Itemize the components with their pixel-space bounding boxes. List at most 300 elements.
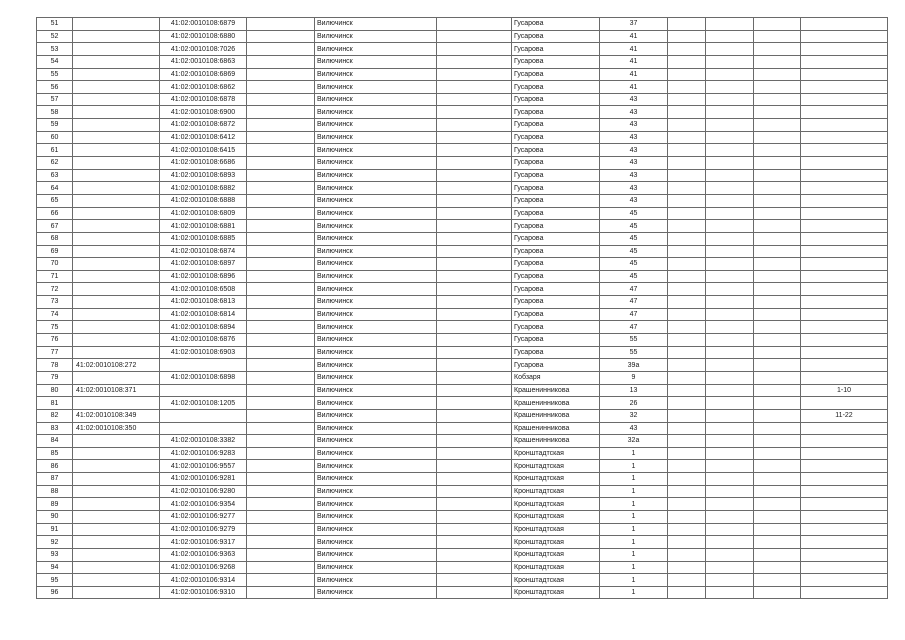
house-number-cell: 43 (600, 194, 668, 207)
table-row (37, 169, 888, 182)
empty-cell (668, 55, 706, 68)
city-cell: Вилючинск (315, 220, 437, 233)
apartment-range-cell (801, 119, 888, 132)
empty-cell (754, 43, 801, 56)
apartment-range-cell (801, 586, 888, 599)
table-row (37, 447, 888, 460)
land-cadastral-cell (73, 93, 160, 106)
empty-cell (437, 283, 512, 296)
empty-cell (247, 523, 315, 536)
land-cadastral-cell: 41:02:0010108:350 (73, 422, 160, 435)
apartment-range-cell (801, 296, 888, 309)
street-cell: Гусарова (512, 68, 600, 81)
street-cell: Гусарова (512, 296, 600, 309)
empty-cell (754, 258, 801, 271)
row-number-cell: 70 (37, 258, 73, 271)
empty-cell (754, 346, 801, 359)
empty-cell (247, 169, 315, 182)
empty-cell (437, 523, 512, 536)
row-number-cell: 77 (37, 346, 73, 359)
empty-cell (754, 561, 801, 574)
city-cell: Вилючинск (315, 561, 437, 574)
empty-cell (754, 182, 801, 195)
empty-cell (247, 321, 315, 334)
empty-cell (754, 207, 801, 220)
empty-cell (754, 157, 801, 170)
house-number-cell: 45 (600, 258, 668, 271)
house-number-cell: 13 (600, 384, 668, 397)
house-number-cell: 9 (600, 371, 668, 384)
row-number-cell: 60 (37, 131, 73, 144)
city-cell: Вилючинск (315, 207, 437, 220)
empty-cell (754, 144, 801, 157)
empty-cell (247, 574, 315, 587)
empty-cell (247, 296, 315, 309)
empty-cell (437, 232, 512, 245)
street-cell: Гусарова (512, 93, 600, 106)
table-row (37, 422, 888, 435)
empty-cell (247, 548, 315, 561)
empty-cell (668, 447, 706, 460)
empty-cell (247, 258, 315, 271)
empty-cell (247, 447, 315, 460)
building-cadastral-cell: 41:02:0010108:6903 (160, 346, 247, 359)
empty-cell (437, 106, 512, 119)
street-cell: Гусарова (512, 245, 600, 258)
house-number-cell: 39а (600, 359, 668, 372)
row-number-cell: 63 (37, 169, 73, 182)
empty-cell (754, 397, 801, 410)
apartment-range-cell (801, 346, 888, 359)
apartment-range-cell (801, 182, 888, 195)
empty-cell (754, 384, 801, 397)
land-cadastral-cell (73, 447, 160, 460)
empty-cell (437, 68, 512, 81)
street-cell: Гусарова (512, 283, 600, 296)
city-cell: Вилючинск (315, 473, 437, 486)
empty-cell (437, 43, 512, 56)
table-row (37, 283, 888, 296)
house-number-cell: 43 (600, 144, 668, 157)
building-cadastral-cell: 41:02:0010108:6885 (160, 232, 247, 245)
building-cadastral-cell: 41:02:0010108:6879 (160, 18, 247, 31)
building-cadastral-cell: 41:02:0010108:6896 (160, 270, 247, 283)
table-row (37, 397, 888, 410)
table-row (37, 308, 888, 321)
table-row (37, 409, 888, 422)
empty-cell (437, 194, 512, 207)
empty-cell (754, 55, 801, 68)
apartment-range-cell (801, 106, 888, 119)
row-number-cell: 93 (37, 548, 73, 561)
table-row (37, 43, 888, 56)
empty-cell (706, 460, 754, 473)
empty-cell (706, 144, 754, 157)
land-cadastral-cell (73, 68, 160, 81)
empty-cell (706, 409, 754, 422)
land-cadastral-cell (73, 131, 160, 144)
empty-cell (247, 371, 315, 384)
table-row (37, 258, 888, 271)
row-number-cell: 64 (37, 182, 73, 195)
empty-cell (437, 81, 512, 94)
city-cell: Вилючинск (315, 131, 437, 144)
empty-cell (247, 397, 315, 410)
empty-cell (668, 194, 706, 207)
land-cadastral-cell (73, 144, 160, 157)
house-number-cell: 43 (600, 119, 668, 132)
table-row (37, 157, 888, 170)
row-number-cell: 73 (37, 296, 73, 309)
house-number-cell: 55 (600, 334, 668, 347)
empty-cell (247, 55, 315, 68)
apartment-range-cell (801, 245, 888, 258)
house-number-cell: 1 (600, 574, 668, 587)
city-cell: Вилючинск (315, 169, 437, 182)
empty-cell (706, 359, 754, 372)
city-cell: Вилючинск (315, 43, 437, 56)
apartment-range-cell (801, 435, 888, 448)
row-number-cell: 78 (37, 359, 73, 372)
street-cell: Гусарова (512, 81, 600, 94)
empty-cell (247, 207, 315, 220)
empty-cell (668, 485, 706, 498)
empty-cell (706, 510, 754, 523)
empty-cell (706, 81, 754, 94)
house-number-cell: 1 (600, 523, 668, 536)
empty-cell (437, 536, 512, 549)
building-cadastral-cell: 41:02:0010108:6869 (160, 68, 247, 81)
empty-cell (247, 106, 315, 119)
empty-cell (706, 131, 754, 144)
table-row (37, 435, 888, 448)
city-cell: Вилючинск (315, 270, 437, 283)
house-number-cell: 1 (600, 548, 668, 561)
city-cell: Вилючинск (315, 283, 437, 296)
street-cell: Кобзаря (512, 371, 600, 384)
table-row (37, 119, 888, 132)
empty-cell (437, 245, 512, 258)
row-number-cell: 53 (37, 43, 73, 56)
empty-cell (706, 346, 754, 359)
street-cell: Кронштадтская (512, 574, 600, 587)
land-cadastral-cell (73, 18, 160, 31)
empty-cell (247, 473, 315, 486)
apartment-range-cell (801, 308, 888, 321)
empty-cell (754, 586, 801, 599)
land-cadastral-cell (73, 43, 160, 56)
land-cadastral-cell (73, 232, 160, 245)
apartment-range-cell (801, 447, 888, 460)
apartment-range-cell (801, 43, 888, 56)
empty-cell (754, 409, 801, 422)
empty-cell (668, 523, 706, 536)
row-number-cell: 89 (37, 498, 73, 511)
empty-cell (706, 574, 754, 587)
street-cell: Гусарова (512, 308, 600, 321)
empty-cell (706, 194, 754, 207)
empty-cell (668, 258, 706, 271)
city-cell: Вилючинск (315, 321, 437, 334)
empty-cell (437, 473, 512, 486)
city-cell: Вилючинск (315, 258, 437, 271)
building-cadastral-cell: 41:02:0010106:9283 (160, 447, 247, 460)
land-cadastral-cell (73, 498, 160, 511)
house-number-cell: 1 (600, 473, 668, 486)
empty-cell (437, 460, 512, 473)
empty-cell (247, 561, 315, 574)
land-cadastral-cell (73, 574, 160, 587)
city-cell: Вилючинск (315, 68, 437, 81)
empty-cell (706, 283, 754, 296)
apartment-range-cell (801, 93, 888, 106)
empty-cell (668, 144, 706, 157)
empty-cell (437, 371, 512, 384)
empty-cell (706, 334, 754, 347)
apartment-range-cell (801, 498, 888, 511)
row-number-cell: 71 (37, 270, 73, 283)
city-cell: Вилючинск (315, 510, 437, 523)
empty-cell (668, 561, 706, 574)
empty-cell (437, 510, 512, 523)
empty-cell (437, 55, 512, 68)
land-cadastral-cell (73, 81, 160, 94)
city-cell: Вилючинск (315, 93, 437, 106)
empty-cell (437, 321, 512, 334)
empty-cell (668, 18, 706, 31)
apartment-range-cell (801, 144, 888, 157)
house-number-cell: 45 (600, 270, 668, 283)
empty-cell (437, 258, 512, 271)
empty-cell (706, 93, 754, 106)
empty-cell (437, 384, 512, 397)
empty-cell (668, 245, 706, 258)
empty-cell (754, 68, 801, 81)
empty-cell (247, 194, 315, 207)
apartment-range-cell (801, 194, 888, 207)
table-row (37, 574, 888, 587)
street-cell: Кронштадтская (512, 561, 600, 574)
house-number-cell: 1 (600, 460, 668, 473)
empty-cell (247, 18, 315, 31)
land-cadastral-cell (73, 473, 160, 486)
table-row (37, 473, 888, 486)
land-cadastral-cell (73, 510, 160, 523)
table-row (37, 220, 888, 233)
row-number-cell: 52 (37, 30, 73, 43)
city-cell: Вилючинск (315, 422, 437, 435)
land-cadastral-cell (73, 321, 160, 334)
city-cell: Вилючинск (315, 359, 437, 372)
empty-cell (247, 68, 315, 81)
row-number-cell: 51 (37, 18, 73, 31)
land-cadastral-cell (73, 55, 160, 68)
building-cadastral-cell: 41:02:0010108:6880 (160, 30, 247, 43)
empty-cell (247, 308, 315, 321)
table-row (37, 359, 888, 372)
house-number-cell: 45 (600, 220, 668, 233)
city-cell: Вилючинск (315, 296, 437, 309)
row-number-cell: 56 (37, 81, 73, 94)
row-number-cell: 54 (37, 55, 73, 68)
street-cell: Гусарова (512, 232, 600, 245)
empty-cell (754, 422, 801, 435)
empty-cell (706, 435, 754, 448)
empty-cell (247, 245, 315, 258)
land-cadastral-cell: 41:02:0010108:272 (73, 359, 160, 372)
empty-cell (668, 473, 706, 486)
empty-cell (706, 30, 754, 43)
house-number-cell: 47 (600, 321, 668, 334)
apartment-range-cell (801, 258, 888, 271)
empty-cell (754, 574, 801, 587)
empty-cell (668, 574, 706, 587)
table-row (37, 245, 888, 258)
row-number-cell: 76 (37, 334, 73, 347)
table-row (37, 55, 888, 68)
street-cell: Кронштадтская (512, 485, 600, 498)
apartment-range-cell (801, 18, 888, 31)
building-cadastral-cell: 41:02:0010108:6412 (160, 131, 247, 144)
empty-cell (668, 397, 706, 410)
city-cell: Вилючинск (315, 55, 437, 68)
street-cell: Кронштадтская (512, 510, 600, 523)
empty-cell (437, 182, 512, 195)
empty-cell (754, 296, 801, 309)
table-row (37, 18, 888, 31)
table-row (37, 485, 888, 498)
table-row (37, 68, 888, 81)
row-number-cell: 84 (37, 435, 73, 448)
empty-cell (668, 131, 706, 144)
city-cell: Вилючинск (315, 157, 437, 170)
apartment-range-cell (801, 548, 888, 561)
city-cell: Вилючинск (315, 245, 437, 258)
building-cadastral-cell: 41:02:0010108:6813 (160, 296, 247, 309)
land-cadastral-cell: 41:02:0010108:349 (73, 409, 160, 422)
empty-cell (247, 346, 315, 359)
house-number-cell: 43 (600, 157, 668, 170)
table-row (37, 194, 888, 207)
building-cadastral-cell (160, 409, 247, 422)
row-number-cell: 82 (37, 409, 73, 422)
empty-cell (706, 536, 754, 549)
empty-cell (706, 308, 754, 321)
city-cell: Вилючинск (315, 232, 437, 245)
empty-cell (754, 131, 801, 144)
table-row (37, 207, 888, 220)
apartment-range-cell (801, 30, 888, 43)
apartment-range-cell (801, 169, 888, 182)
street-cell: Гусарова (512, 106, 600, 119)
city-cell: Вилючинск (315, 498, 437, 511)
street-cell: Кронштадтская (512, 460, 600, 473)
empty-cell (754, 270, 801, 283)
empty-cell (437, 447, 512, 460)
city-cell: Вилючинск (315, 536, 437, 549)
empty-cell (754, 334, 801, 347)
row-number-cell: 57 (37, 93, 73, 106)
row-number-cell: 90 (37, 510, 73, 523)
building-cadastral-cell (160, 384, 247, 397)
city-cell: Вилючинск (315, 460, 437, 473)
land-cadastral-cell (73, 334, 160, 347)
empty-cell (437, 359, 512, 372)
empty-cell (706, 157, 754, 170)
apartment-range-cell (801, 574, 888, 587)
city-cell: Вилючинск (315, 397, 437, 410)
empty-cell (668, 296, 706, 309)
row-number-cell: 92 (37, 536, 73, 549)
city-cell: Вилючинск (315, 81, 437, 94)
empty-cell (706, 371, 754, 384)
row-number-cell: 74 (37, 308, 73, 321)
apartment-range-cell (801, 460, 888, 473)
apartment-range-cell (801, 81, 888, 94)
street-cell: Крашенинникова (512, 409, 600, 422)
empty-cell (668, 30, 706, 43)
empty-cell (706, 422, 754, 435)
street-cell: Гусарова (512, 346, 600, 359)
empty-cell (706, 68, 754, 81)
empty-cell (706, 18, 754, 31)
city-cell: Вилючинск (315, 30, 437, 43)
table-row (37, 182, 888, 195)
building-cadastral-cell: 41:02:0010108:6894 (160, 321, 247, 334)
empty-cell (247, 270, 315, 283)
empty-cell (706, 220, 754, 233)
empty-cell (437, 561, 512, 574)
house-number-cell: 45 (600, 207, 668, 220)
row-number-cell: 94 (37, 561, 73, 574)
empty-cell (437, 485, 512, 498)
row-number-cell: 80 (37, 384, 73, 397)
land-cadastral-cell (73, 258, 160, 271)
street-cell: Гусарова (512, 334, 600, 347)
apartment-range-cell (801, 510, 888, 523)
street-cell: Гусарова (512, 169, 600, 182)
empty-cell (754, 308, 801, 321)
row-number-cell: 81 (37, 397, 73, 410)
table-row (37, 346, 888, 359)
empty-cell (706, 169, 754, 182)
land-cadastral-cell (73, 485, 160, 498)
building-cadastral-cell: 41:02:0010108:6881 (160, 220, 247, 233)
empty-cell (247, 334, 315, 347)
house-number-cell: 32 (600, 409, 668, 422)
city-cell: Вилючинск (315, 548, 437, 561)
empty-cell (706, 485, 754, 498)
land-cadastral-cell (73, 548, 160, 561)
empty-cell (754, 106, 801, 119)
empty-cell (706, 586, 754, 599)
building-cadastral-cell: 41:02:0010108:6415 (160, 144, 247, 157)
house-number-cell: 41 (600, 30, 668, 43)
house-number-cell: 43 (600, 93, 668, 106)
row-number-cell: 91 (37, 523, 73, 536)
street-cell: Кронштадтская (512, 447, 600, 460)
city-cell: Вилючинск (315, 106, 437, 119)
empty-cell (754, 523, 801, 536)
apartment-range-cell (801, 359, 888, 372)
land-cadastral-cell (73, 30, 160, 43)
empty-cell (668, 586, 706, 599)
empty-cell (706, 119, 754, 132)
house-number-cell: 43 (600, 422, 668, 435)
empty-cell (437, 409, 512, 422)
land-cadastral-cell (73, 157, 160, 170)
building-cadastral-cell: 41:02:0010108:6898 (160, 371, 247, 384)
